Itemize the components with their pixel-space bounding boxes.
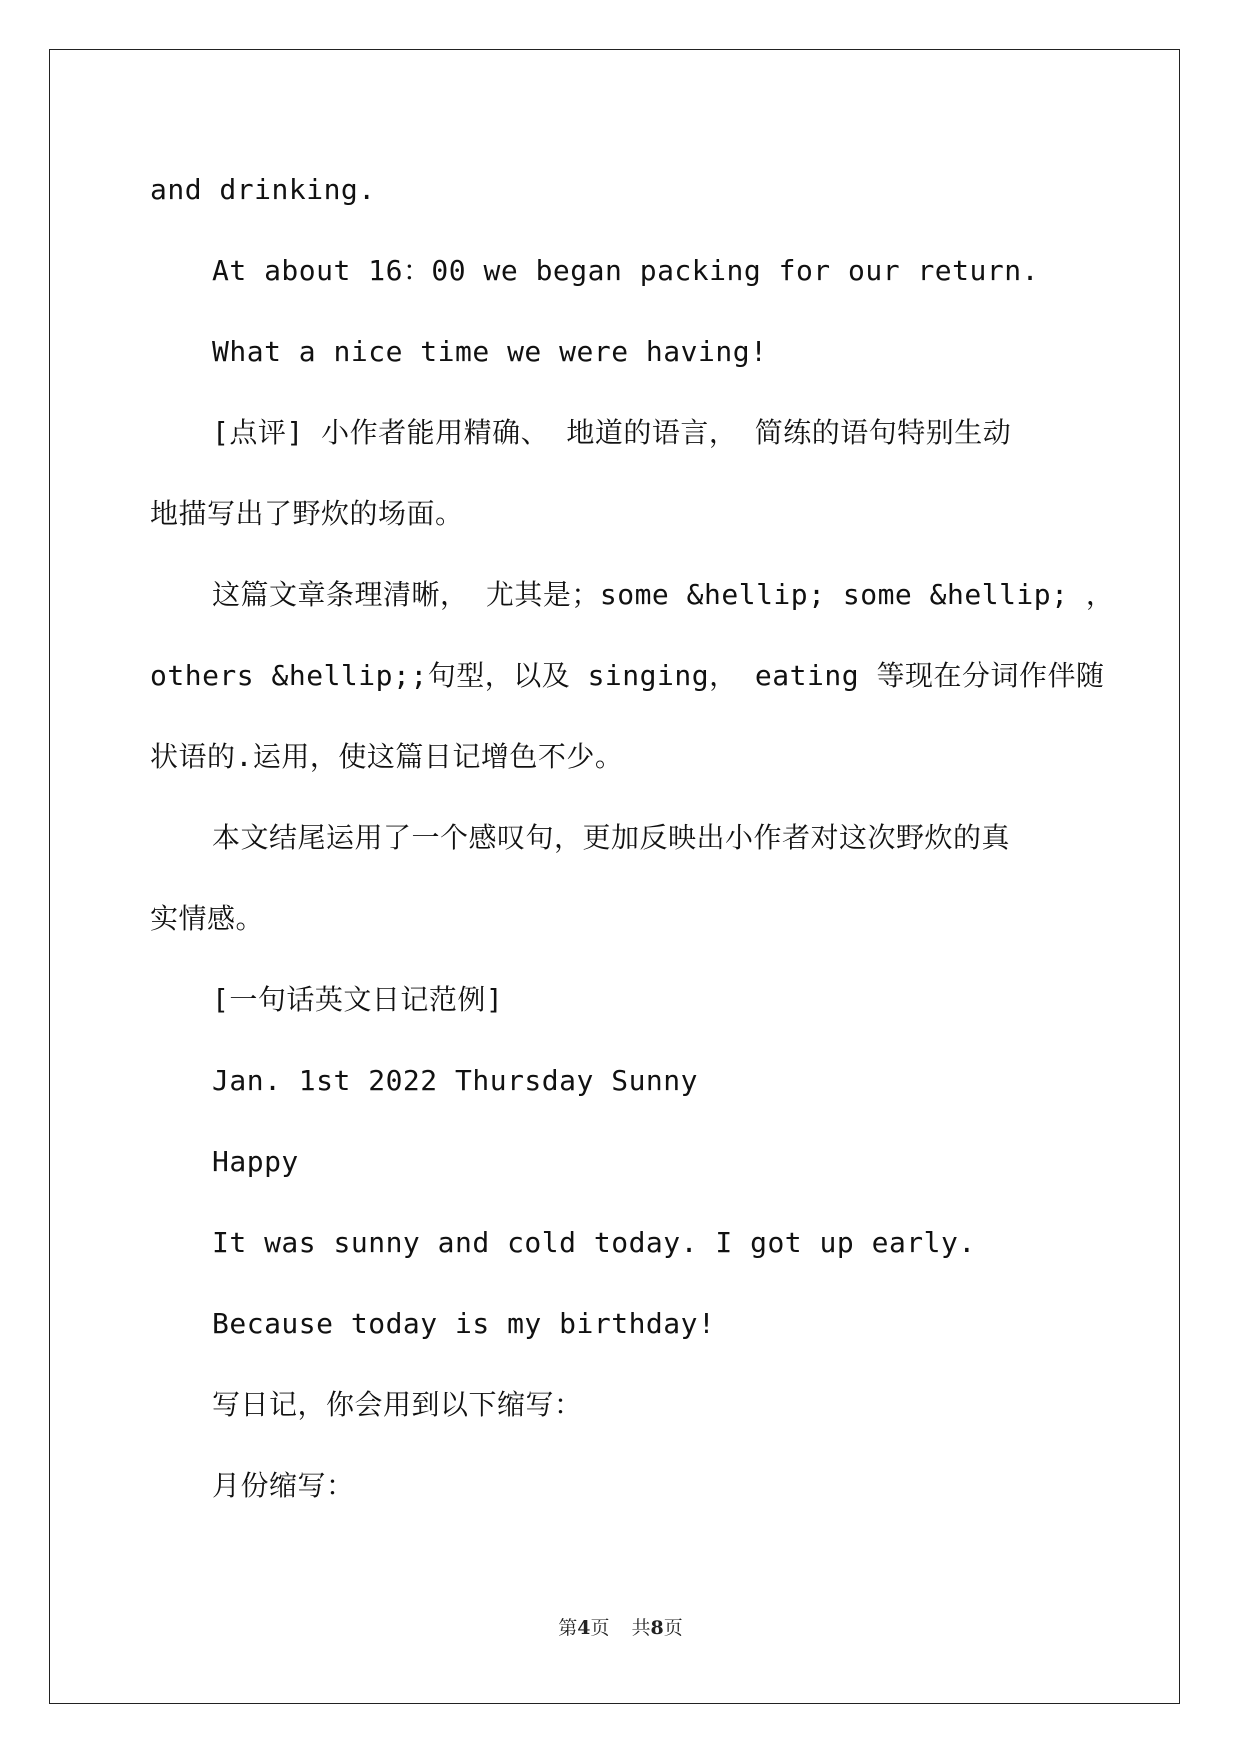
paragraph-line: others &hellip;;句型，以及 singing， eating 等现在分词作伴随 xyxy=(150,659,1105,692)
total-prefix: 共 xyxy=(631,1617,651,1639)
paragraph-line: 实情感。 xyxy=(150,902,265,935)
total-suffix: 页 xyxy=(663,1617,683,1639)
page-prefix: 第 xyxy=(558,1617,578,1639)
page-suffix: 页 xyxy=(590,1617,610,1639)
paragraph-line: What a nice time we were having! xyxy=(212,335,768,368)
current-page-number: 4 xyxy=(577,1617,591,1639)
diary-mood-line: Happy xyxy=(212,1145,299,1178)
paragraph-line: Because today is my birthday! xyxy=(212,1307,716,1340)
paragraph-line: 本文结尾运用了一个感叹句，更加反映出小作者对这次野炊的真 xyxy=(212,821,1011,854)
paragraph-line: 状语的.运用，使这篇日记增色不少。 xyxy=(150,740,624,773)
paragraph-line: 写日记，你会用到以下缩写： xyxy=(212,1388,583,1421)
document-body xyxy=(150,158,1115,1535)
paragraph-line: [点评] 小作者能用精确、 地道的语言， 简练的语句特别生动 xyxy=(212,416,1012,449)
total-page-number: 8 xyxy=(650,1617,664,1639)
paragraph-line: 月份缩写： xyxy=(212,1469,355,1502)
paragraph-line: and drinking. xyxy=(150,173,376,206)
diary-date-line: Jan. 1st 2022 Thursday Sunny xyxy=(212,1064,699,1097)
page-number-footer xyxy=(0,1613,1241,1640)
paragraph-line: It was sunny and cold today. I got up early. xyxy=(212,1226,976,1259)
section-heading: [一句话英文日记范例] xyxy=(212,983,504,1016)
paragraph-line: 地描写出了野炊的场面。 xyxy=(150,497,464,530)
paragraph-line: 这篇文章条理清晰， 尤其是；some &hellip; some &hellip; ， xyxy=(212,578,1115,611)
paragraph-line: At about 16：00 we began packing for our return. xyxy=(212,254,1039,287)
